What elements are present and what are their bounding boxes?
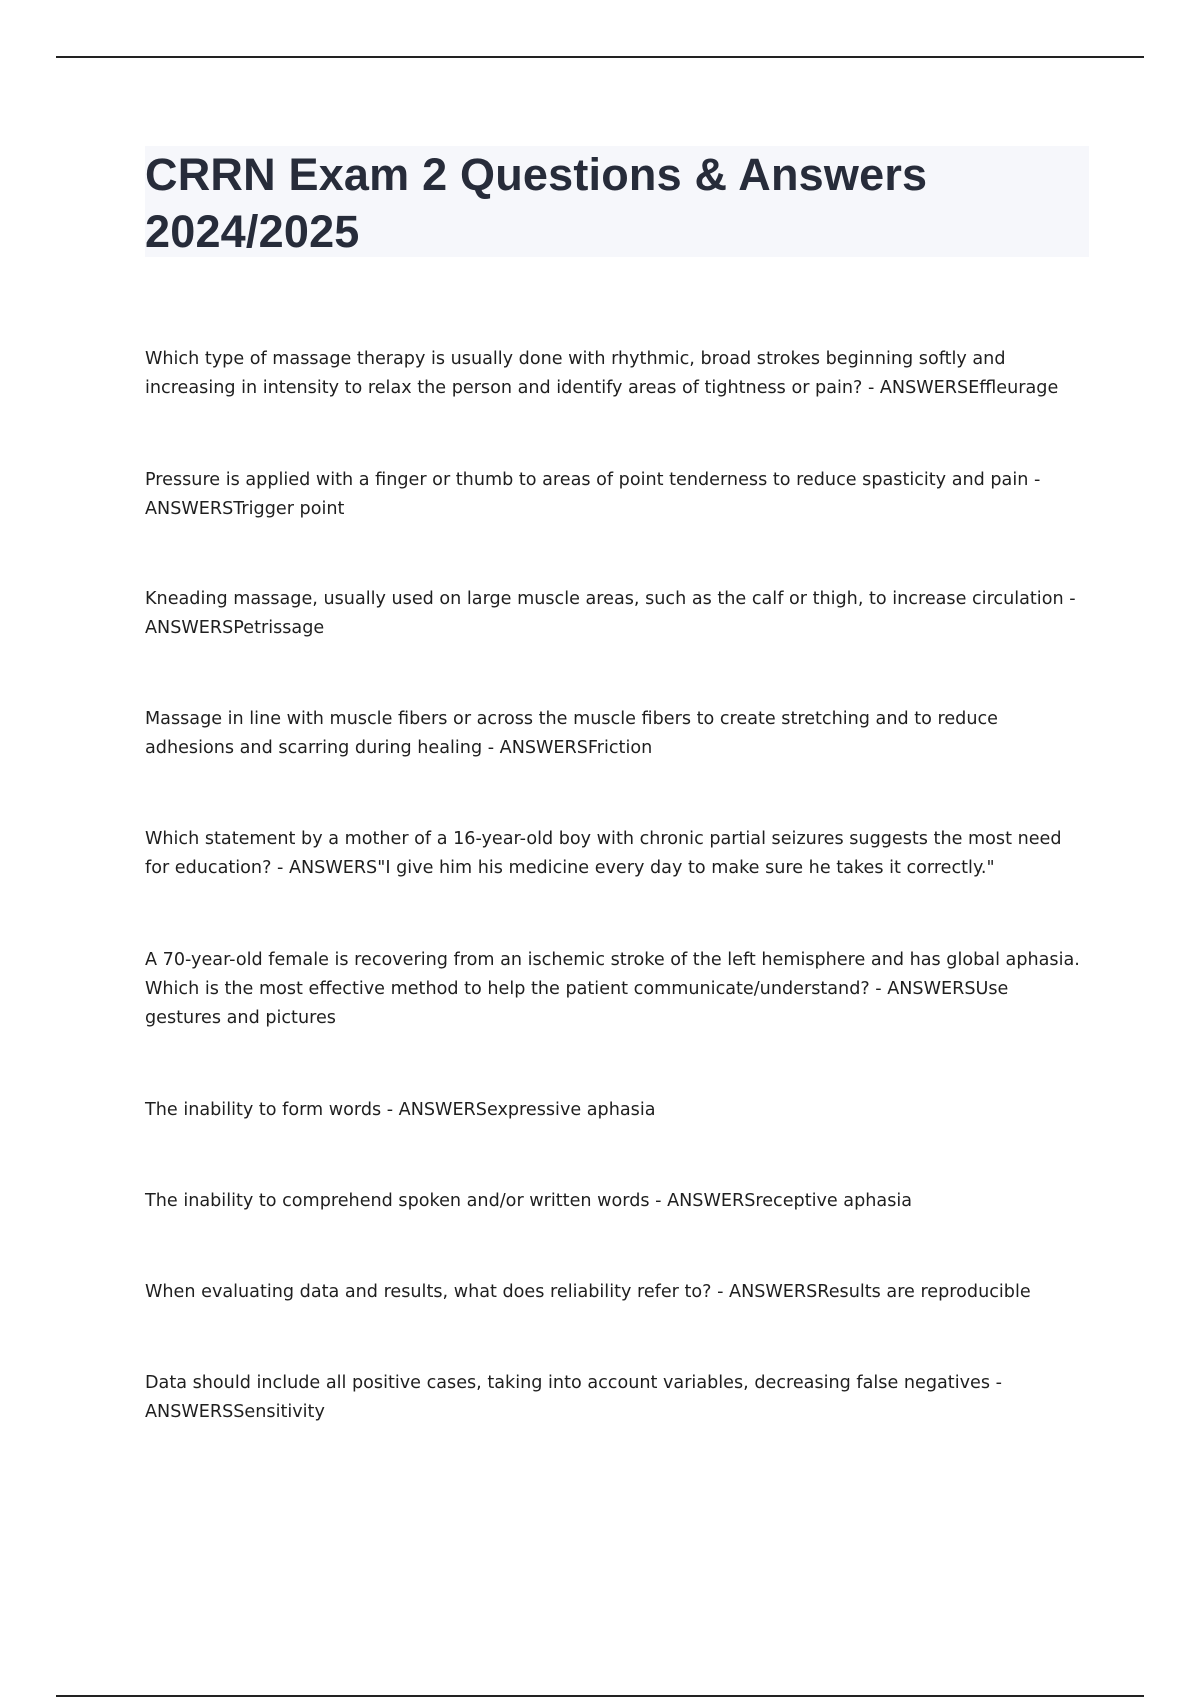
qa-item-2: Pressure is applied with a finger or thumb to areas of point tenderness to reduce spasticity and pain - ANSWERSTrigger point xyxy=(145,470,1041,519)
page-title: CRRN Exam 2 Questions & Answers 2024/2025 xyxy=(145,149,928,257)
bottom-rule xyxy=(56,1695,1144,1697)
qa-item-3: Kneading massage, usually used on large muscle areas, such as the calf or thigh, to increase circulation - ANSWERSPetrissage xyxy=(145,589,1076,638)
title-banner xyxy=(145,146,1089,257)
qa-item-7: The inability to form words - ANSWERSexpressive aphasia xyxy=(145,1100,656,1120)
qa-item-4: Massage in line with muscle fibers or across the muscle fibers to create stretching and to reduce adhesions and scarring during healing - ANSWERSFriction xyxy=(145,709,998,758)
qa-item-1: Which type of massage therapy is usually done with rhythmic, broad strokes beginning softly and increasing in intensity to relax the person and identify areas of tightness or pain? - ANSWERSEffleurage xyxy=(145,349,1059,398)
qa-item-6: A 70-year-old female is recovering from an ischemic stroke of the left hemisphere and has global aphasia. Which is the most effective method to help the patient communicate/understand? - ANSWERSUse gestures and pictures xyxy=(145,950,1080,1028)
top-rule xyxy=(56,56,1144,58)
qa-item-10: Data should include all positive cases, taking into account variables, decreasing false negatives - ANSWERSSensitivity xyxy=(145,1373,1002,1422)
qa-item-5: Which statement by a mother of a 16-year-old boy with chronic partial seizures suggests the most need for education? - ANSWERS"I give him his medicine every day to make sure he takes it correctly." xyxy=(145,829,1062,878)
qa-item-8: The inability to comprehend spoken and/or written words - ANSWERSreceptive aphasia xyxy=(145,1191,913,1211)
qa-item-9: When evaluating data and results, what does reliability refer to? - ANSWERSResults are reproducible xyxy=(145,1282,1031,1302)
